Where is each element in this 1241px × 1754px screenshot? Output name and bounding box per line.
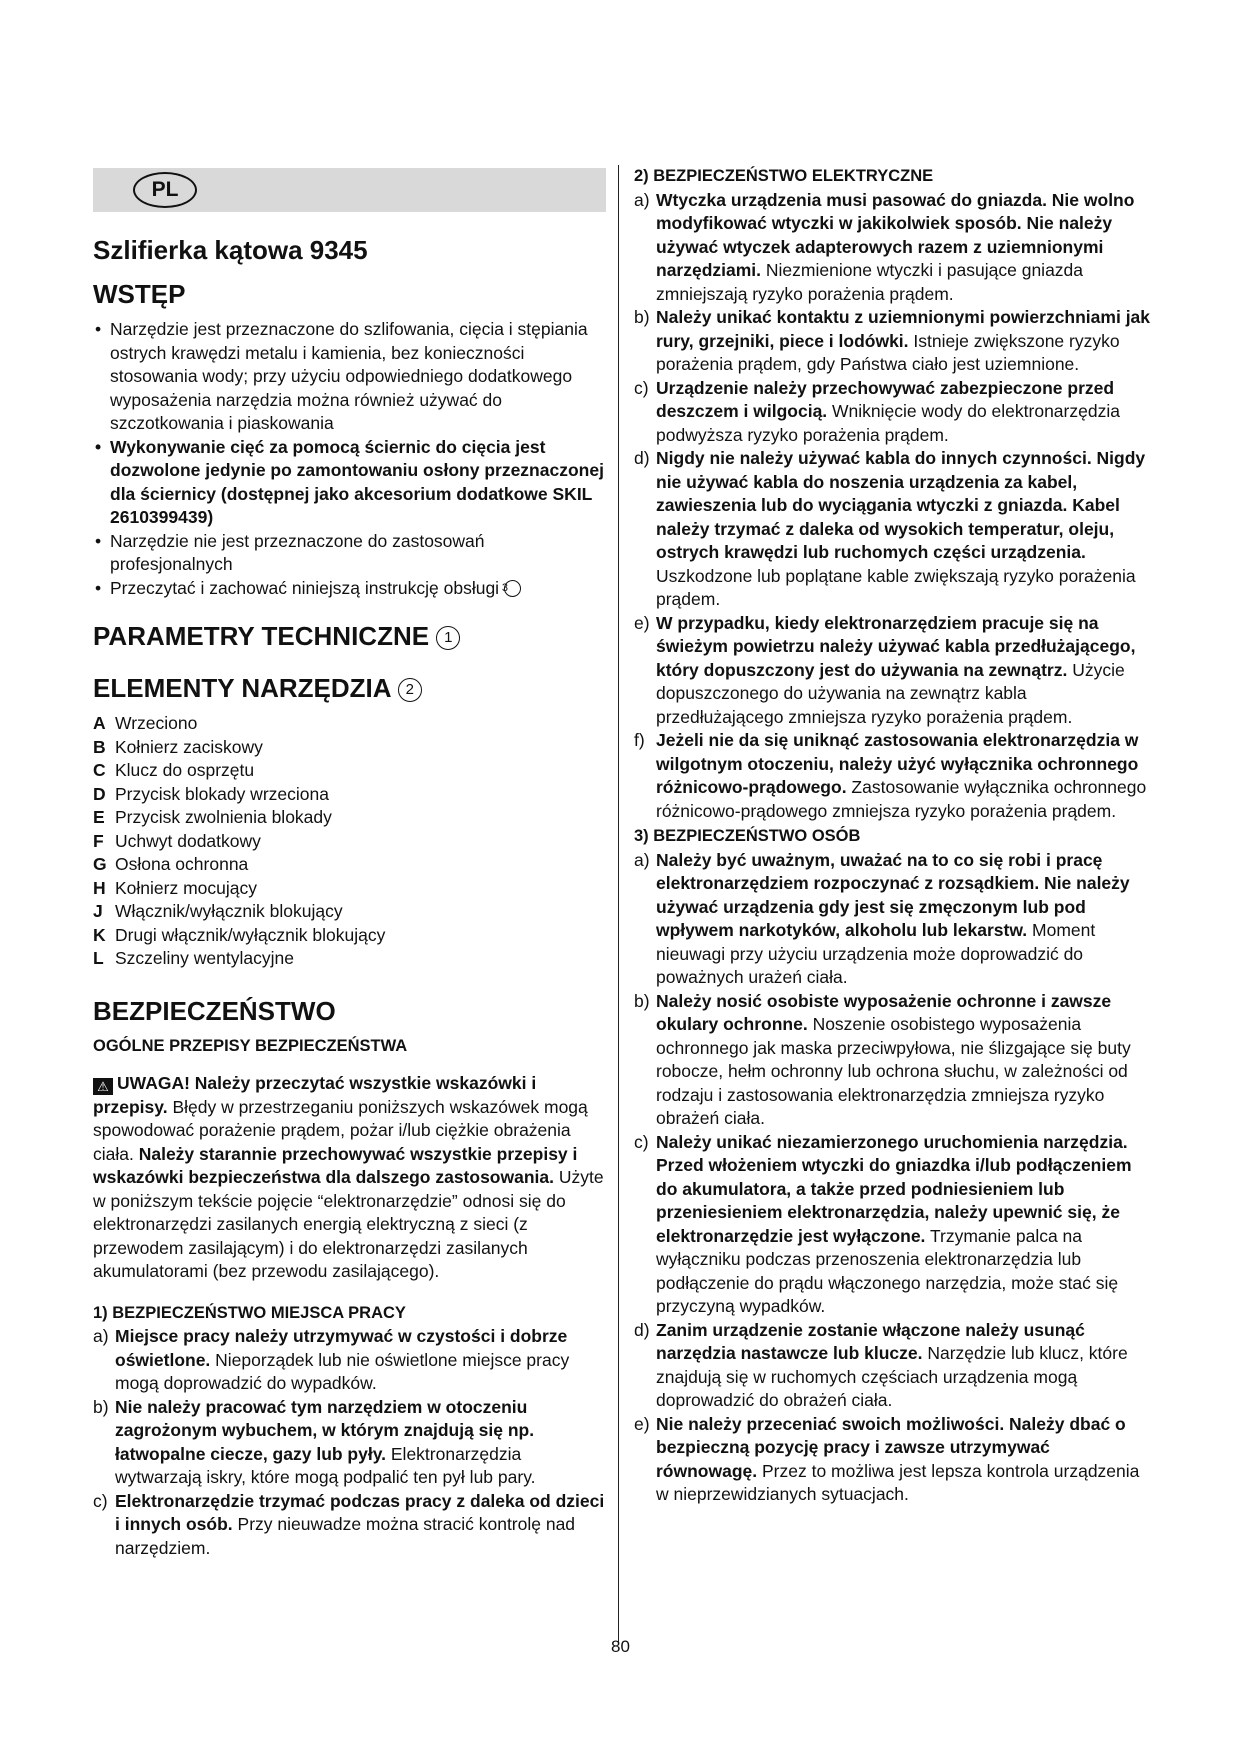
- list-item: D Przycisk blokady wrzeciona: [93, 783, 329, 804]
- list-item: G Osłona ochronna: [93, 854, 249, 874]
- general-safety-heading: OGÓLNE PRZEPISY BEZPIECZEŃSTWA: [93, 1036, 408, 1055]
- right-column: [634, 165, 1154, 1507]
- list-item: K Drugi włącznik/wyłącznik blokujący: [93, 924, 386, 945]
- intro-heading: WSTĘP: [93, 279, 186, 309]
- intro-bullet: • Narzędzie nie jest przeznaczone do zastosowań profesjonalnych: [93, 530, 606, 577]
- parts-list: [93, 712, 606, 971]
- list-item: c) Należy unikać niezamierzonego uruchomienia narzędzia. Przed włożeniem wtyczki do gniazdka i/lub podłączeniem do akumulatora, a także przed podniesieniem lub przeniesieniem elektronarzędzia, należy upewnić się, że elektronarzędzie jest wyłączone. Trzymanie palca na wyłączniku podczas przenoszenia elektronarzędzia lub podłączenie do prądu włączonego narzędzia, może stać się przyczyną wypadków.: [634, 1131, 1132, 1316]
- left-column: [93, 168, 606, 1560]
- list-item: C Klucz do osprzętu: [93, 760, 255, 780]
- page-number: 80: [611, 1637, 630, 1656]
- list-item: A Wrzeciono: [93, 713, 198, 733]
- intro-bullet: • Narzędzie jest przeznaczone do szlifowania, cięcia i stępiania ostrych krawędzi metalu i kamienia, bez konieczności stosowania wody; przy użyciu odpowiedniego dodatkowego wyposażenia narzędzia można również używać do szczotkowania i piaskowania: [93, 318, 606, 436]
- list-item: a) Miejsce pracy należy utrzymywać w czystości i dobrze oświetlone. Nieporządek lub nie oświetlone miejsce pracy mogą doprowadzić do wypadków.: [93, 1326, 570, 1393]
- list-item: J Włącznik/wyłącznik blokujący: [93, 901, 343, 921]
- intro-bullet: • Wykonywanie cięć za pomocą ściernic do cięcia jest dozwolone jedynie po zamontowaniu osłony przeznaczonej dla ściernicy (dostępnej jako akcesorium dodatkowe SKIL 2610399439): [93, 436, 606, 530]
- list-item: H Kołnierz mocujący: [93, 877, 257, 898]
- list-item: e) W przypadku, kiedy elektronarzędziem pracuje się na świeżym powietrzu należy używać kabla przedłużającego, który dopuszczony jest do używania na zewnątrz. Użycie dopuszczonego do używania na zewnątrz kabla przedłużającego zmniejsza ryzyko porażenia prądem.: [634, 612, 1136, 727]
- list-item: c) Urządzenie należy przechowywać zabezpieczone przed deszczem i wilgocią. Wniknięcie wody do elektronarzędzia podwyższa ryzyko porażenia prądem.: [634, 377, 1120, 445]
- list-item: c) Elektronarzędzie trzymać podczas pracy z daleka od dzieci i innych osób. Przy nieuwadze można stracić kontrolę nad narzędziem.: [93, 1490, 605, 1558]
- sec2-heading: 2) BEZPIECZEŃSTWO ELEKTRYCZNE: [634, 167, 934, 185]
- list-item: b) Należy unikać kontaktu z uziemnionymi powierzchniami jak rury, grzejniki, piece i lodówki. Istnieje zwiększone ryzyko porażenia prądem, gdy Państwa ciało jest uziemnione.: [634, 307, 1151, 374]
- list-item: f) Jeżeli nie da się uniknąć zastosowania elektronarzędzia w wilgotnym otoczeniu, należy użyć wyłącznika ochronnego różnicowo-prądowego. Zastosowanie wyłącznika ochronnego różnicowo-prądowego zmniejsza ryzyko porażenia prądem.: [634, 730, 1147, 821]
- list-item: d) Nigdy nie należy używać kabla do innych czynności. Nigdy nie używać kabla do noszenia urządzenia za kabel, zawieszenia lub do wyciągania wtyczki z gniazda. Kabel należy trzymać z daleka od wysokich temperatur, oleju, ostrych krawędzi lub ruchomych części urządzenia. Uszkodzone lub poplątane kable zwiększają ryzyko porażenia prądem.: [634, 448, 1146, 609]
- list-item: b) Nie należy pracować tym narzędziem w otoczeniu zagrożonym wybuchem, w którym znajdują się np. łatwopalne ciecze, gazy lub pyły. Elektronarzędzia wytwarzają iskry, które mogą podpalić ten pył lub pary.: [93, 1396, 536, 1487]
- list-item: b) Należy nosić osobiste wyposażenie ochronne i zawsze okulary ochronne. Noszenie osobistego wyposażenia ochronnego jak maska przeciwpyłowa, nie ślizgające się buty robocze, hełm ochronny lub ochrona słuchu, w zależności od rodzaju i zastosowania elektronarzędzia zmniejsza ryzyko obrażeń ciała.: [634, 990, 1131, 1128]
- list-item: d) Zanim urządzenie zostanie włączone należy usunąć narzędzia nastawcze lub klucze. Narzędzie lub klucz, które znajdują się w ruchomych częściach urządzenia mogą doprowadzić do obrażeń ciała.: [634, 1319, 1128, 1410]
- figure-ref-icon: 2: [398, 678, 422, 702]
- elements-heading: ELEMENTY NARZĘDZIA 2: [93, 672, 606, 704]
- list-item: a) Wtyczka urządzenia musi pasować do gniazda. Nie wolno modyfikować wtyczki w jakikolwiek sposób. Nie należy używać wtyczek adapterowych razem z uziemnionymi narzędziami. Niezmienione wtyczki i pasujące gniazda zmniejszają ryzyko porażenia prądem.: [634, 189, 1135, 304]
- list-item: L Szczeliny wentylacyjne: [93, 948, 294, 968]
- sec3-heading: 3) BEZPIECZEŃSTWO OSÓB: [634, 827, 861, 845]
- figure-ref-icon: 3: [504, 580, 521, 597]
- list-item: B Kołnierz zaciskowy: [93, 736, 263, 757]
- warning-triangle-icon: ⚠: [93, 1078, 113, 1095]
- language-badge: PL: [133, 172, 197, 208]
- list-item: E Przycisk zwolnienia blokady: [93, 807, 332, 827]
- tech-heading: PARAMETRY TECHNICZNE 1: [93, 620, 606, 652]
- warning-paragraph: ⚠ UWAGA! Należy przeczytać wszystkie wskazówki i przepisy. Błędy w przestrzeganiu poniższych wskazówek mogą spowodować porażenie prądem, pożar i/lub ciężkie obrażenia ciała. Należy starannie przechowywać wszystkie przepisy i wskazówki bezpieczeństwa dla dalszego zastosowania. Użyte w poniższym tekście pojęcie “elektronarzędzie” odnosi się do elektronarzędzi zasilanych energią elektryczną z sieci (z przewodem zasilającym) i do elektronarzędzi zasilanych akumulatorami (bez przewodu zasilającego).: [93, 1073, 604, 1281]
- intro-bullet: • Przeczytać i zachować niniejszą instrukcję obsługi 3: [93, 577, 606, 601]
- list-item: e) Nie należy przeceniać swoich możliwości. Należy dbać o bezpieczną pozycję pracy i zawsze utrzymywać równowagę. Przez to możliwa jest lepsza kontrola urządzenia w nieprzewidzianych sytuacjach.: [634, 1413, 1140, 1504]
- list-item: F Uchwyt dodatkowy: [93, 830, 261, 851]
- safety-heading: BEZPIECZEŃSTWO: [93, 995, 336, 1026]
- list-item: a) Należy być uważnym, uważać na to co się robi i pracę elektronarzędziem rozpoczynać z rozsądkiem. Nie należy używać urządzenia gdy jest się zmęczonym lub pod wpływem narkotyków, alkoholu lub lekarstw. Moment nieuwagi przy użyciu urządzenia może doprowadzić do poważnych urażeń ciała.: [634, 849, 1130, 987]
- product-title: Szlifierka kątowa 9345: [93, 235, 368, 265]
- column-divider: [618, 165, 619, 1645]
- language-bar: [93, 168, 606, 212]
- intro-list: [93, 318, 606, 600]
- figure-ref-icon: 1: [436, 626, 460, 650]
- sec1-heading: 1) BEZPIECZEŃSTWO MIEJSCA PRACY: [93, 1303, 406, 1322]
